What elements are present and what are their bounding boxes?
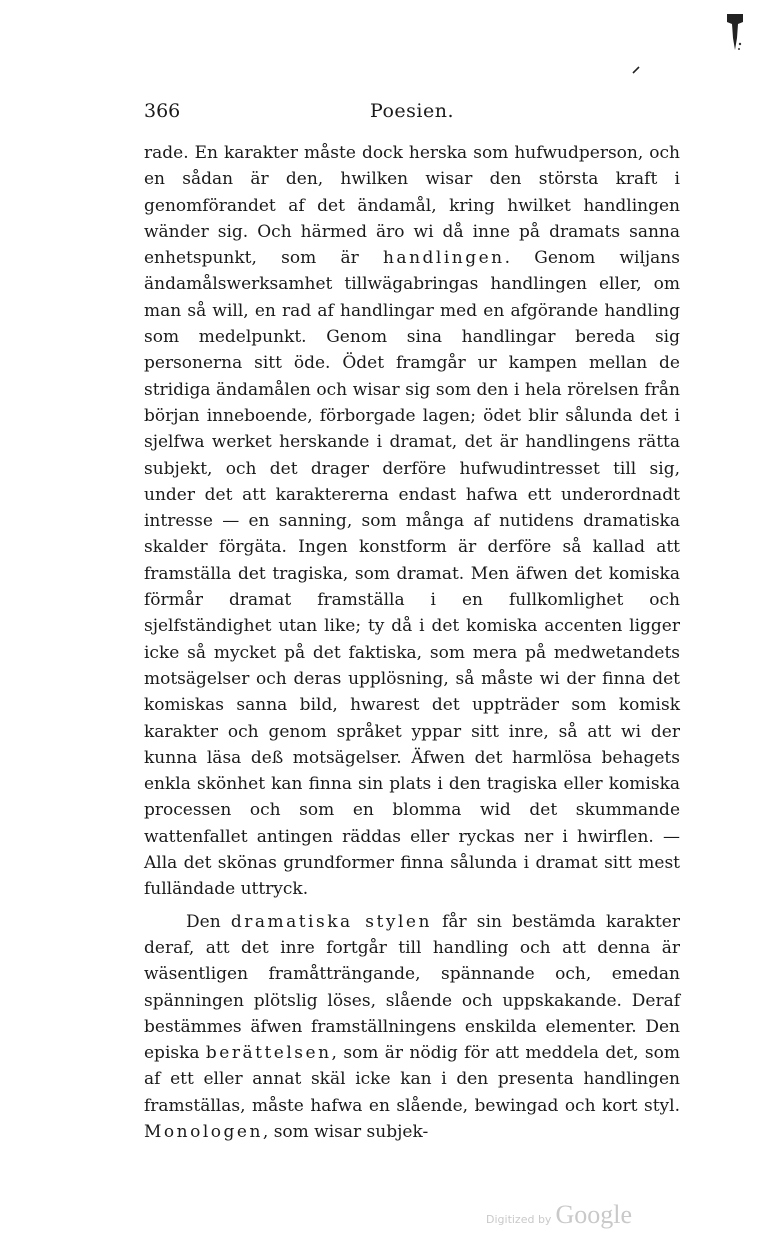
emphasized-term-monologen: Monologen [144, 1121, 263, 1142]
watermark-brand: Google [555, 1200, 632, 1229]
running-head: Poesien. [369, 100, 455, 122]
emphasized-term-dramatiska-stylen: dramatiska stylen [230, 911, 432, 932]
digitized-watermark [486, 1200, 632, 1240]
text-segment: , som är nödig för att meddela det, som af ett eller annat skäl icke kan i den presenta handlingen framställas, måste hafwa en slående, bewingad och kort styl. [144, 1043, 680, 1116]
text-segment: får sin bestämda karakter deraf, att det inre fortgår till handling och att denna är wäsentligen framåtträngande, spännande och, emedan spänningen plötslig löses, slående och uppskakande. Deraf bestämmes äfwen framställningens enskilda elementer. Den episka [144, 911, 680, 1064]
paragraph-1 [144, 140, 680, 903]
watermark-prefix: Digitized by [486, 1213, 552, 1226]
text-segment: Den [186, 911, 231, 932]
body-text [144, 140, 680, 1145]
page-header [144, 100, 680, 130]
text-segment: . Genom wiljans ändamålswerksamhet tillwägabringas handlingen eller, om man så will, en rad af handlingar med en afgörande handling som medelpunkt. Genom sina handlingar bereda sig personerna sitt öde. Ödet framgår ur kampen mellan de stridiga ändamålen och wisar sig som den i hela rörelsen från början inneboende, förborgade lagen; ödet blir sålunda det i sjelfwa werket herskande i dramat, det är handlingens rätta subjekt, och det drager derföre hufwudintresset till sig, under det att karaktererna endast hafwa ett underordnadt intresse — en sanning, som många af nutidens dramatiska skalder förgäta. Ingen konstform är derföre så kallad att framställa det tragiska, som dramat. Men äfwen det komiska förmår dramat framställa i en fullkomlighet och sjelfständighet utan like; ty då i det komiska accenten ligger icke så mycket på det faktiska, som mera på medwetandets motsägelser och deras upplösning, så måste wi der finna det komiskas sanna bild, hwarest det uppträder som komisk karakter och genom språket yppar sitt inre, så att wi der kunna läsa deß motsägelser. Äfwen det harmlösa behagets enkla skönhet kan finna sin plats i den tragiska eller komiska processen och som en blomma wid det skummande wattenfallet antingen räddas eller ryckas ner i hwirflen. — Alla det skönas grundformer finna sålunda i dramat sitt mest fulländade uttryck. [144, 248, 680, 900]
paragraph-2 [144, 909, 680, 1146]
page-number: 366 [144, 100, 181, 122]
text-segment: , som wisar subjek- [262, 1121, 429, 1142]
scan-mark [632, 66, 640, 74]
text-segment: rade. En karakter måste dock herska som hufwudperson, och en sådan är den, hwilken wisar den största kraft i genomförandet af det ändamål, kring hwilket handlingen wänder sig. Och härmed äro wi då inne på dramats sanna enhetspunkt, som är [144, 143, 680, 269]
scan-corner-mark [727, 14, 743, 54]
emphasized-term-handlingen: handlingen [382, 248, 505, 269]
emphasized-term-berattelsen: berättelsen [205, 1043, 332, 1064]
